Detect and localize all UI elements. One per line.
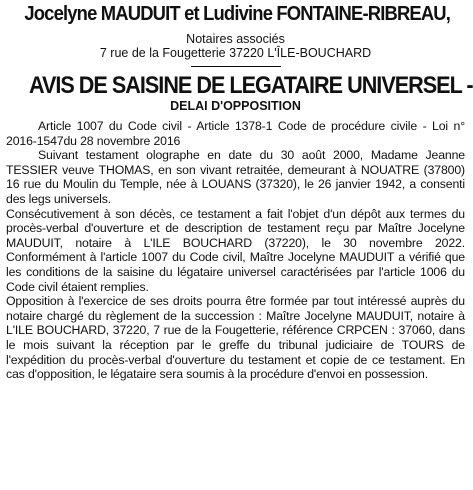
notary-address: 7 rue de la Fougetterie 37220 L'ÎLE-BOUCHARD — [99, 46, 372, 60]
notice-subtitle: DELAI D'OPPOSITION — [170, 99, 301, 113]
notice-title: AVIS DE SAISINE DE LEGATAIRE UNIVERSEL - — [28, 72, 473, 99]
notice-body — [6, 119, 465, 382]
notice-paragraph-opposition: Opposition à l'exercice de ses droits pourra être formée par tout intéressé auprès du notaire chargé du règlement de la succession : Maître Jocelyne MAUDUIT, notaire à L'ILE BOUCHARD, 37220, 7 rue de la Fougetterie, référence CRPCEN : 37060, dans le mois suivant la réception par le greffe du tribunal judiciaire de TOURS de l'expédition du procès-verbal d'ouverture du testament et copie de ce testament. En cas d'opposition, le légataire sera soumis à la procédure d'envoi en possession. — [6, 294, 465, 382]
notary-names: Jocelyne MAUDUIT et Ludivine FONTAINE-RIBREAU, — [24, 3, 451, 25]
notice-paragraph-deposit: Consécutivement à son décès, ce testament a fait l'objet d'un dépôt aux termes du procès-verbal d'ouverture et de description de testament reçu par Maître Jocelyne MAUDUIT, notaire à L'ILE BOUCHARD (37220), le 30 novembre 2022. Conformément à l'article 1007 du Code civil, Maître Jocelyne MAUDUIT a vérifié que les conditions de la saisine du légataire universel caractérisées par l'article 1006 du Code civil étaient remplies. — [6, 206, 465, 294]
header-divider — [191, 66, 281, 67]
notice-paragraph-testament: Suivant testament olographe en date du 30 août 2000, Madame Jeanne TESSIER veuve THOMAS, en son vivant retraitée, demeurant à NOUATRE (37800) 16 rue du Moulin du Temple, née à LOUANS (37320), le 26 janvier 1942, a consenti des legs universels. — [6, 148, 465, 206]
notary-title: Notaires associés — [186, 32, 285, 46]
notice-paragraph-legal-basis: Article 1007 du Code civil - Article 1378-1 Code de procédure civile - Loi n° 2016-1547du 28 novembre 2016 — [6, 119, 465, 148]
